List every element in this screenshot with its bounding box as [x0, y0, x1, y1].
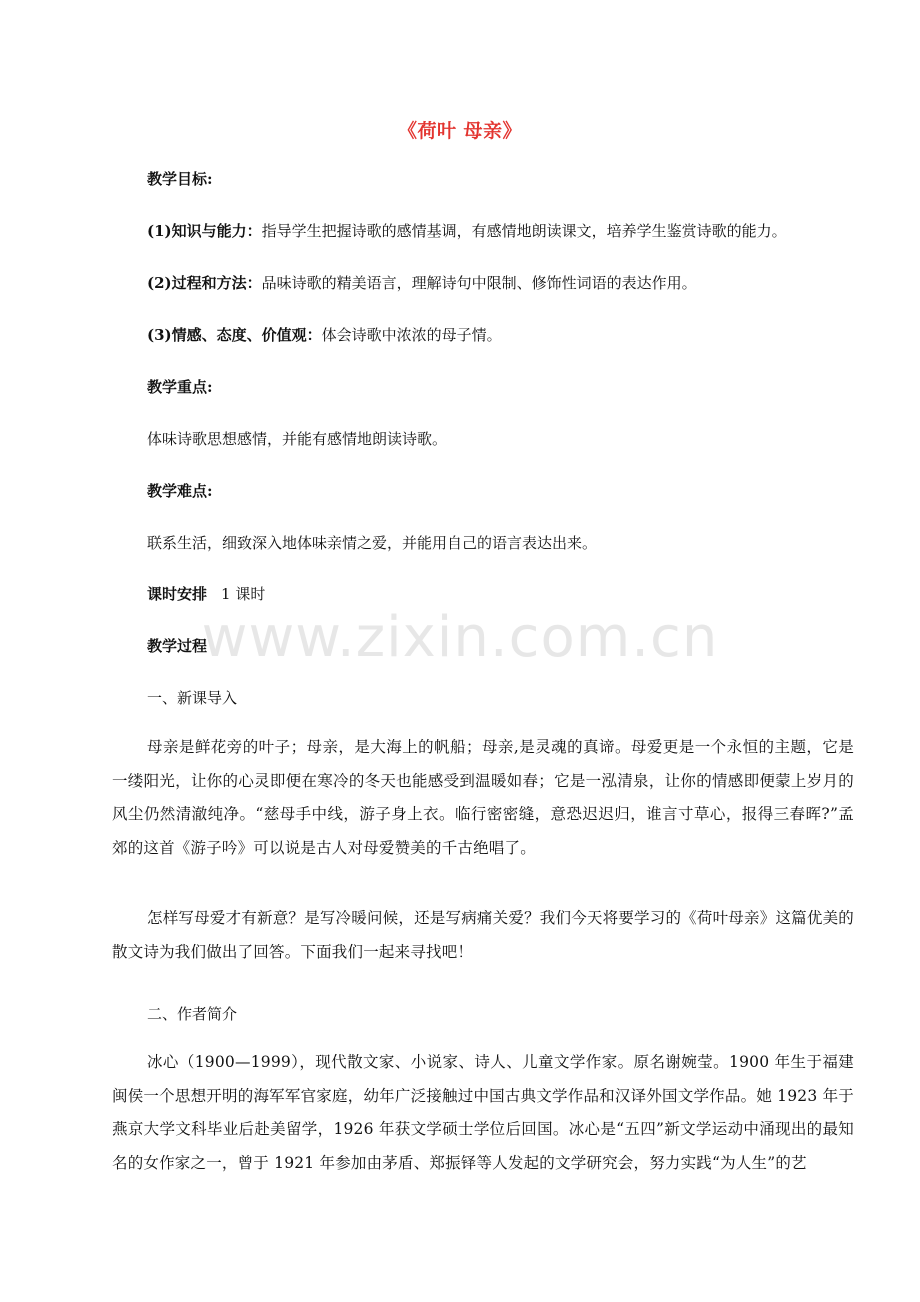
difficulty-heading: 教学难点:: [147, 482, 213, 500]
schedule-label: 课时安排: [147, 585, 208, 603]
document-title: 《荷叶 母亲》: [397, 120, 523, 142]
goal-1-label: (1)知识与能力：: [147, 222, 262, 240]
key-points-text: 体味诗歌思想感情，并能有感情地朗读诗歌。: [147, 430, 448, 448]
section-1-paragraph-2: 怎样写母爱才有新意？是写冷暖问候，还是写病痛关爱？我们今天将要学习的《荷叶母亲》这篇优美的散文诗为我们做出了回答。下面我们一起来寻找吧！: [112, 909, 854, 961]
goal-3-text: 体会诗歌中浓浓的母子情。: [321, 326, 502, 344]
section-1-heading: 一、新课导入: [147, 689, 238, 707]
key-points-heading: 教学重点:: [147, 378, 213, 396]
schedule-line: [147, 584, 265, 604]
goal-2-label: (2)过程和方法：: [147, 274, 262, 292]
goal-2: [147, 273, 697, 293]
goal-3: [147, 325, 502, 345]
goal-1-text: 指导学生把握诗歌的感情基调，有感情地朗读课文，培养学生鉴赏诗歌的能力。: [261, 222, 787, 240]
watermark: www.zixin.com.cn: [201, 605, 719, 670]
goal-3-label: (3)情感、态度、价值观：: [147, 326, 322, 344]
section-2-paragraph-1: 冰心（1900—1999），现代散文家、小说家、诗人、儿童文学作家。原名谢婉莹。1900 年生于福建闽侯一个思想开明的海军军官家庭，幼年广泛接触过中国古典文学作品和汉译外国文学作品。她 1923 年于燕京大学文科毕业后赴美留学，1926 年获文学硕士学位后回国。冰心是“五四”新文学运动中涌现出的最知名的女作家之一，曾于 1921 年参加由茅盾、郑振铎等人发起的文学研究会，努力实践“为人生”的艺: [112, 1053, 854, 1172]
goal-2-text: 品味诗歌的精美语言，理解诗句中限制、修饰性词语的表达作用。: [261, 274, 697, 292]
goal-1: [147, 221, 787, 241]
section-1-paragraph-1: 母亲是鲜花旁的叶子；母亲，是大海上的帆船；母亲,是灵魂的真谛。母爱更是一个永恒的主题，它是一缕阳光，让你的心灵即便在寒冷的冬天也能感受到温暖如春；它是一泓清泉，让你的情感即便蒙上岁月的风尘仍然清澈纯净。“慈母手中线，游子身上衣。临行密密缝，意恐迟迟归，谁言寸草心，报得三春晖?”孟郊的这首《游子吟》可以说是古人对母爱赞美的千古绝唱了。: [112, 738, 854, 857]
goals-heading: 教学目标:: [147, 170, 213, 188]
process-heading: 教学过程: [147, 637, 208, 655]
section-2-heading: 二、作者简介: [147, 1005, 238, 1023]
difficulty-text: 联系生活，细致深入地体味亲情之爱，并能用自己的语言表达出来。: [147, 534, 598, 552]
schedule-value: 1 课时: [221, 585, 266, 603]
